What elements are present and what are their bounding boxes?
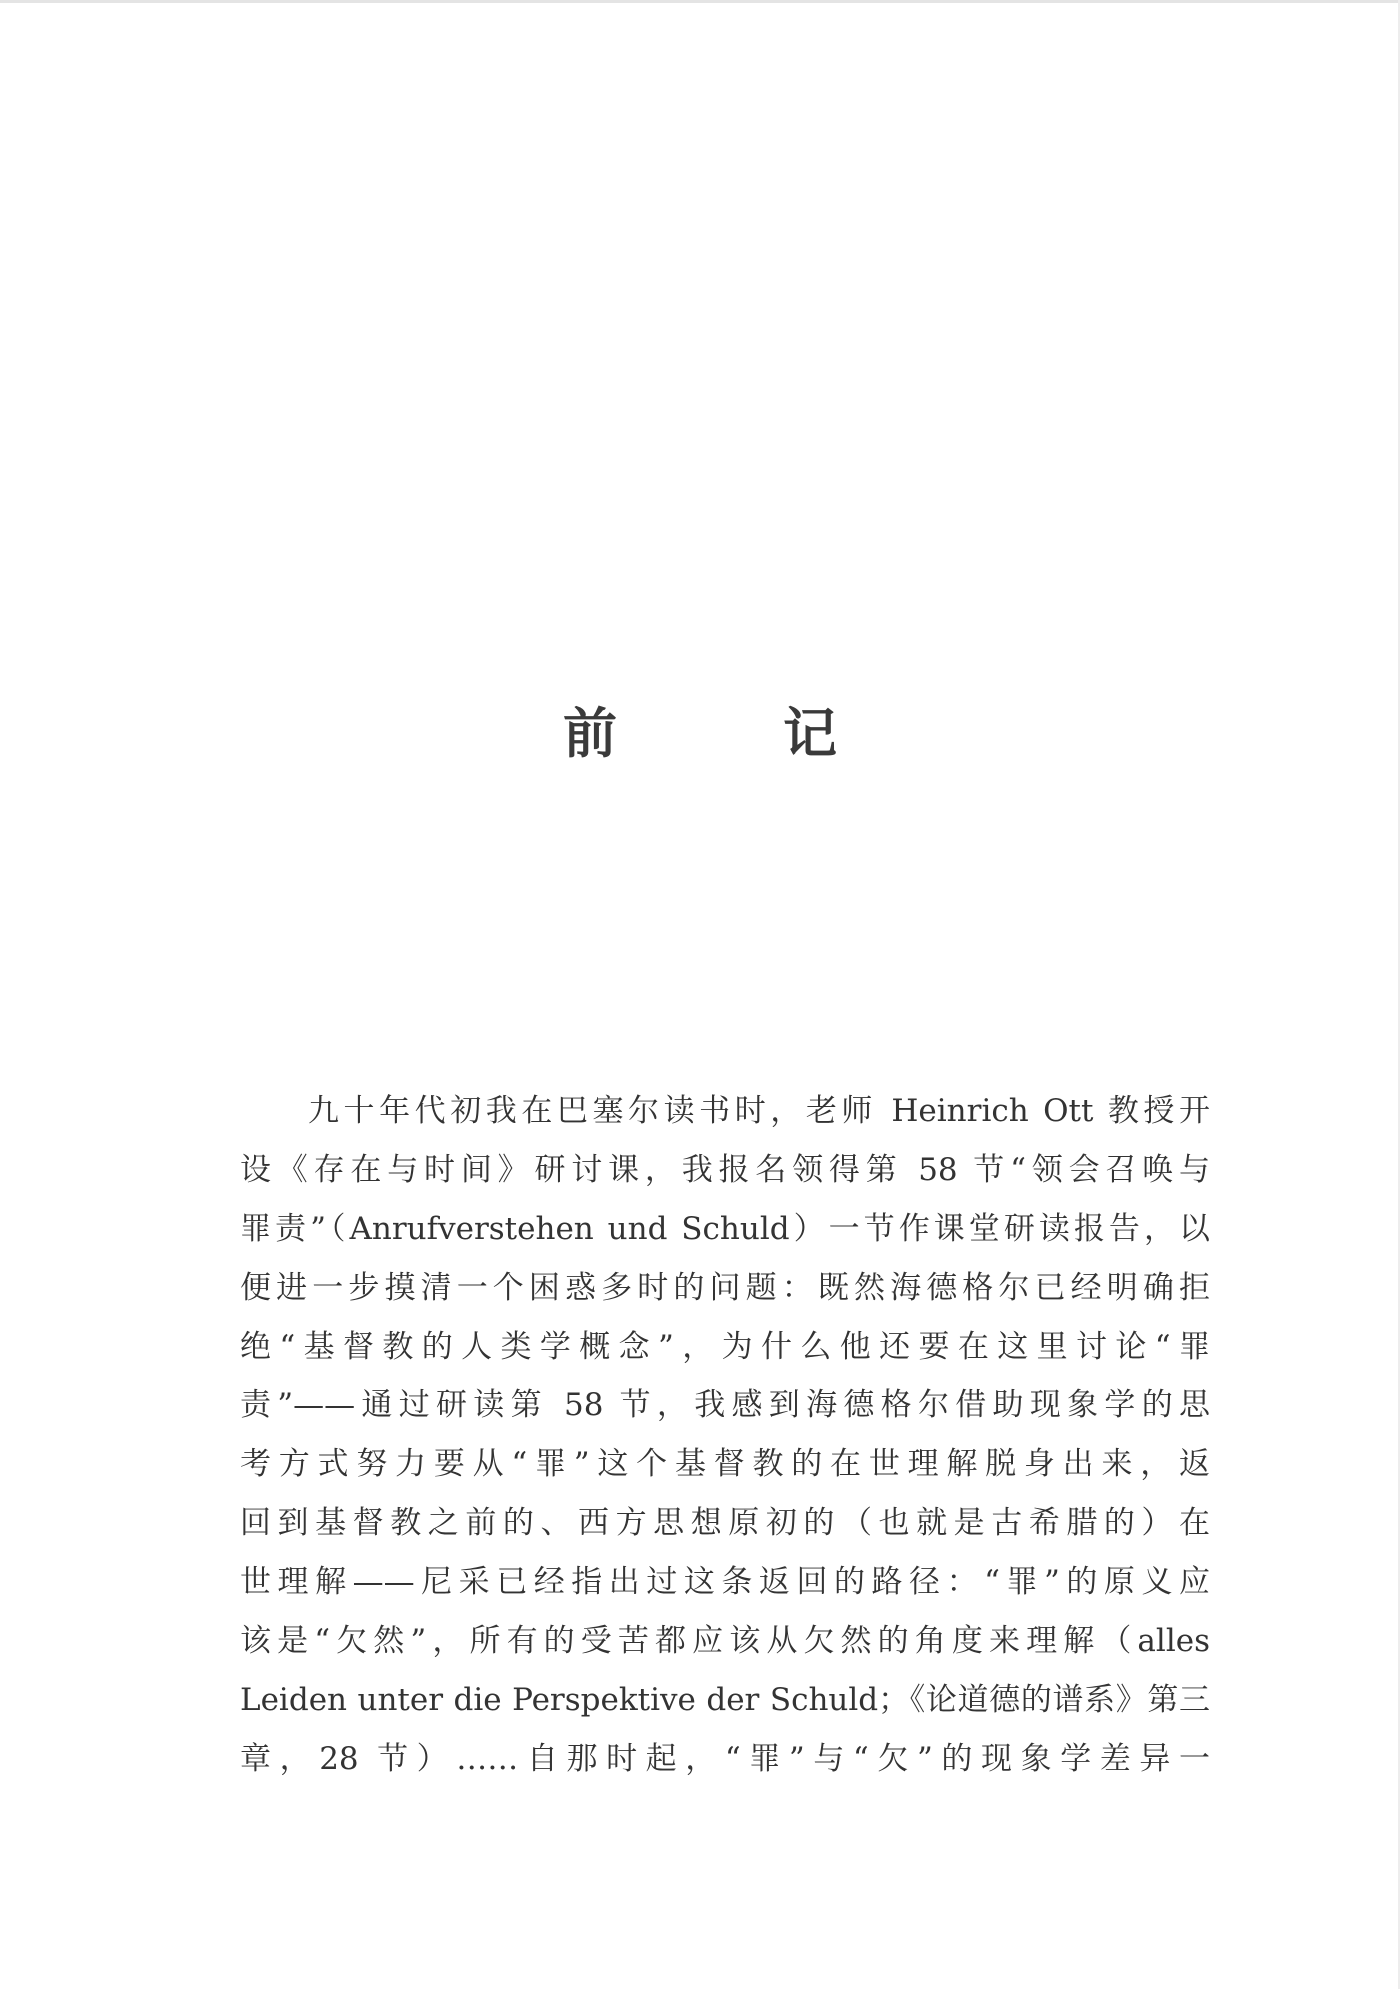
text-line: 绝“基督教的人类学概念”，为什么他还要在这里讨论“罪: [240, 1328, 1210, 1365]
page-edge: [0, 0, 1400, 3]
text-line: 章，28 节）……自那时起，“罪”与“欠”的现象学差异一: [240, 1740, 1210, 1777]
text-line: 便进一步摸清一个困惑多时的问题：既然海德格尔已经明确拒: [240, 1269, 1210, 1306]
page-title: 前 记: [563, 701, 893, 766]
text-line: 罪责”（Anrufverstehen und Schuld）一节作课堂研读报告，以: [240, 1210, 1210, 1247]
text-line: 考方式努力要从“罪”这个基督教的在世理解脱身出来，返: [240, 1446, 1210, 1483]
text-line: Leiden unter die Perspektive der Schuld；《论道德的谱系》第三: [240, 1681, 1210, 1718]
text-line: 设《存在与时间》研讨课，我报名领得第 58 节“领会召唤与: [240, 1151, 1210, 1188]
text-line: 该是“欠然”，所有的受苦都应该从欠然的角度来理解（alles: [240, 1623, 1210, 1660]
text-line: 责”——通过研读第 58 节，我感到海德格尔借助现象学的思: [240, 1387, 1210, 1424]
body-paragraph: [240, 1082, 1210, 1789]
text-line: 世理解——尼采已经指出过这条返回的路径：“罪”的原义应: [240, 1564, 1210, 1601]
text-line: 回到基督教之前的、西方思想原初的（也就是古希腊的）在: [240, 1505, 1210, 1542]
text-line: 九十年代初我在巴塞尔读书时，老师 Heinrich Ott 教授开: [308, 1093, 1210, 1129]
